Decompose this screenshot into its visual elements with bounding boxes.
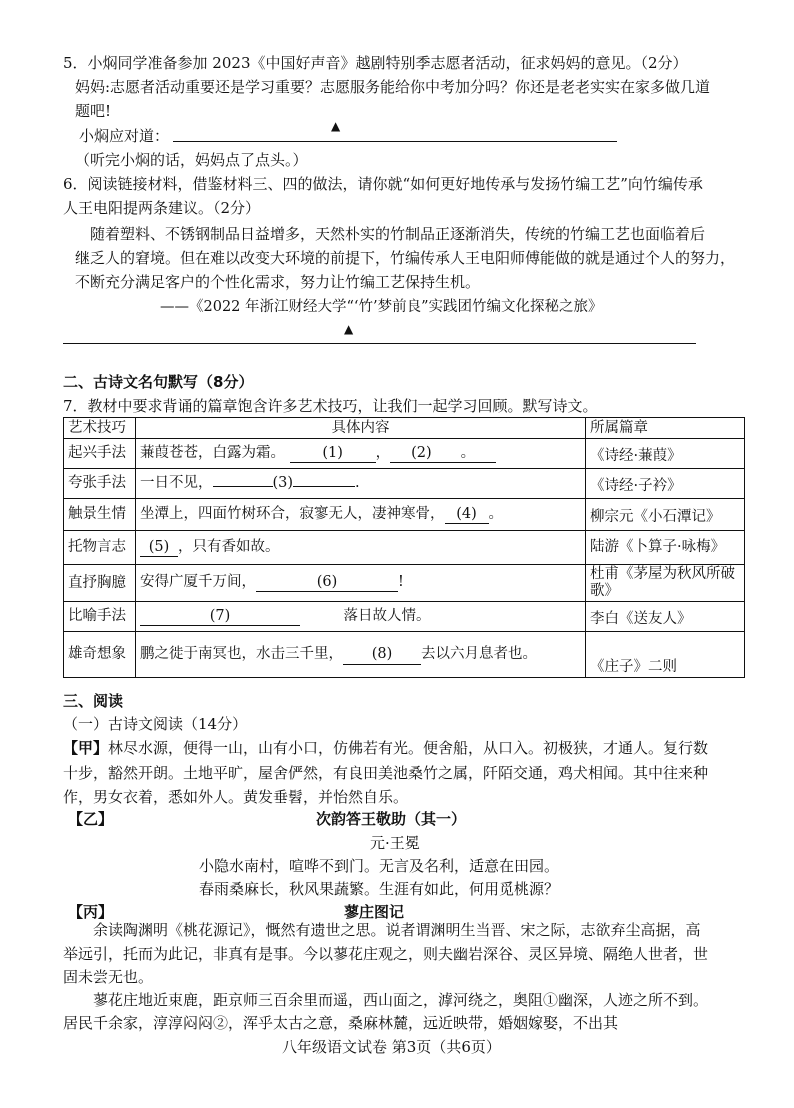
source-text: 《诗经·蒹葭》 <box>590 448 682 464</box>
yi-label: 【乙】 <box>68 810 114 828</box>
yi-line-2: 春雨桑麻长，秋风果蔬繁。生涯有如此，何用觅桃源？ <box>199 880 560 898</box>
q5-line3: 题吧! <box>75 102 112 120</box>
bing-label: 【丙】 <box>68 903 114 921</box>
yi-author: 元·王冕 <box>370 834 420 852</box>
content-text: 落日故人情。 <box>343 607 431 624</box>
table-row <box>64 439 745 469</box>
source-text: 《庄子》二则 <box>590 659 677 675</box>
yi-title: 次韵答王敬助（其一） <box>316 810 467 828</box>
content-text: 坐潭上，四面竹树环合，寂寥无人，凄神寒骨， <box>140 505 445 522</box>
table-row <box>64 602 745 632</box>
table-row <box>64 565 745 602</box>
section3-sub: （一）古诗文阅读（14分） <box>63 715 248 733</box>
content-cell <box>136 565 586 602</box>
content-cell <box>136 602 586 632</box>
bing-line-5: 居民千余家，淳淳闷闷②，浑乎太古之意，桑麻林麓，远近映带，婚姻嫁娶，不出其 <box>63 1014 619 1032</box>
q5-line1: 5．小焖同学准备参加 2023《中国好声音》越剧特别季志愿者活动，征求妈妈的意见。（2分） <box>63 54 688 72</box>
source-text: 李白《送友人》 <box>590 611 692 627</box>
blank-label: (3) <box>272 475 294 491</box>
q5-answer-prompt: 小焖应对道： <box>79 127 170 145</box>
source-cell <box>586 632 745 678</box>
skill-cell: 比喻手法 <box>64 602 136 632</box>
content-cell <box>136 531 586 565</box>
content-text: . <box>355 475 360 491</box>
q5-line2: 妈妈:志愿者活动重要还是学习重要？志愿服务能给你中考加分吗？你还是老老实实在家多做几道 <box>75 78 711 96</box>
bing-line-4: 蓼花庄地近束鹿，距京师三百余里而遥，西山面之，滹河绕之，奥阻①幽深，人迹之所不到。 <box>93 991 709 1009</box>
skill-cell: 起兴手法 <box>64 439 136 469</box>
table-row <box>64 632 745 678</box>
skill-cell: 触景生情 <box>64 499 136 531</box>
blank-3b[interactable] <box>293 486 355 487</box>
source-text: 陆游《卜算子·咏梅》 <box>590 539 726 555</box>
blank-5[interactable]: (5) <box>140 539 178 557</box>
content-text: ，只有香如故。 <box>178 538 280 555</box>
table-row <box>64 469 745 499</box>
q6-answer-placeholder: ▲ <box>344 322 354 336</box>
q5-line4: （听完小焖的话，妈妈点了点头。） <box>75 151 308 169</box>
source-cell <box>586 602 745 632</box>
jia-label: 【甲】 <box>63 739 109 757</box>
q6-answer-line[interactable] <box>63 343 696 344</box>
content-cell <box>136 499 586 531</box>
q6-source: ——《2022 年浙江财经大学“‘竹’梦前良”实践团竹编文化探秘之旅》 <box>160 299 603 315</box>
skill-cell: 托物言志 <box>64 531 136 565</box>
q6-line1: 6．阅读链接材料，借鉴材料三、四的做法，请你就“如何更好地传承与发扬竹编工艺”向竹编传承 <box>63 175 703 193</box>
source-cell <box>586 439 745 469</box>
table-row <box>64 499 745 531</box>
source-text: 柳宗元《小石潭记》 <box>590 509 721 525</box>
q6-para3: 不断充分满足客户的个性化需求，努力让竹编工艺保持生机。 <box>75 273 481 291</box>
skill-cell: 直抒胸臆 <box>64 565 136 602</box>
source-cell <box>586 469 745 499</box>
content-text: ! <box>398 574 404 590</box>
blank-8[interactable]: (8) <box>343 644 421 665</box>
content-text: ， <box>375 444 391 461</box>
content-text: 安得广厦千万间， <box>140 574 256 590</box>
content-text: 鹏之徙于南冥也，水击三千里， <box>140 646 343 662</box>
q6-line2: 人王电阳提两条建议。（2分） <box>63 199 261 217</box>
bing-title: 蓼庄图记 <box>344 903 405 921</box>
skill-cell: 夸张手法 <box>64 469 136 499</box>
q6-para2: 继乏人的窘境。但在难以改变大环境的前提下，竹编传承人王电阳师傅能做的就是通过个人的努力， <box>75 249 736 267</box>
bing-line-2: 举远引，托而为此记，非真有是事。今以蓼花庄观之，则夫幽岩深谷、灵区异境、隔绝人世者，世 <box>63 945 709 963</box>
bing-line-1: 余读陶渊明《桃花源记》，慨然有遗世之思。说者谓渊明生当晋、宋之际，志欲弃尘高据，高 <box>93 921 701 939</box>
table-row <box>64 531 745 565</box>
bing-line-3: 固未尝无也。 <box>63 968 154 986</box>
blank-7[interactable]: (7) <box>140 608 300 626</box>
content-text: 。 <box>488 505 503 522</box>
header-content: 具体内容 <box>136 418 586 439</box>
blank-3a[interactable] <box>213 486 273 487</box>
blank-2[interactable] <box>390 445 496 463</box>
content-cell <box>136 439 586 469</box>
section2-heading: 二、古诗文名句默写（8分） <box>63 373 254 391</box>
jia-line-3: 作，男女衣着，悉如外人。黄发垂髫，并怡然自乐。 <box>63 788 409 806</box>
yi-line-1: 小隐水南村，喧哗不到门。无言及名利，适意在田园。 <box>199 857 560 875</box>
content-text: 一日不见， <box>140 475 213 491</box>
content-text: 去以六月息者也。 <box>421 646 537 662</box>
jia-line-1 <box>63 737 708 758</box>
source-text: 《诗经·子衿》 <box>590 478 682 494</box>
source-cell <box>586 499 745 531</box>
jia-text: 林尽水源，便得一山，山有小口，仿佛若有光。便舍船，从口入。初极狭，才通人。复行数 <box>108 739 709 757</box>
source-cell <box>586 565 745 602</box>
table-header-row <box>64 418 745 439</box>
header-skill: 艺术技巧 <box>64 418 136 439</box>
content-cell <box>136 632 586 678</box>
blank-6[interactable]: (6) <box>256 574 398 592</box>
blank-1[interactable]: (1) <box>290 445 376 463</box>
content-text: 。 <box>460 444 476 461</box>
content-cell <box>136 469 586 499</box>
source-text: 杜甫《茅屋为秋风所破歌》 <box>590 566 735 599</box>
page-footer: 八年级语文试卷 第3页（共6页） <box>282 1038 501 1056</box>
q5-answer-placeholder: ▲ <box>331 119 341 133</box>
header-source: 所属篇章 <box>586 418 745 439</box>
section3-heading: 三、阅读 <box>63 692 124 710</box>
blank-4[interactable]: (4) <box>445 506 489 524</box>
jia-line-2: 十步，豁然开朗。土地平旷，屋舍俨然，有良田美池桑竹之属，阡陌交通，鸡犬相闻。其中往来种 <box>63 764 709 782</box>
q7-instruction: 7．教材中要求背诵的篇章饱含许多艺术技巧，让我们一起学习回顾。默写诗文。 <box>63 397 598 415</box>
poem-table <box>63 417 745 678</box>
q6-para1: 随着塑料、不锈钢制品日益增多，天然朴实的竹制品正逐渐消失，传统的竹编工艺也面临着后 <box>90 225 706 243</box>
skill-cell: 雄奇想象 <box>64 632 136 678</box>
content-text: 蒹葭苍苍，白露为霜。 <box>140 444 285 461</box>
source-cell <box>586 531 745 565</box>
q5-answer-line[interactable] <box>173 141 617 142</box>
blank-label: (2) <box>411 444 432 461</box>
